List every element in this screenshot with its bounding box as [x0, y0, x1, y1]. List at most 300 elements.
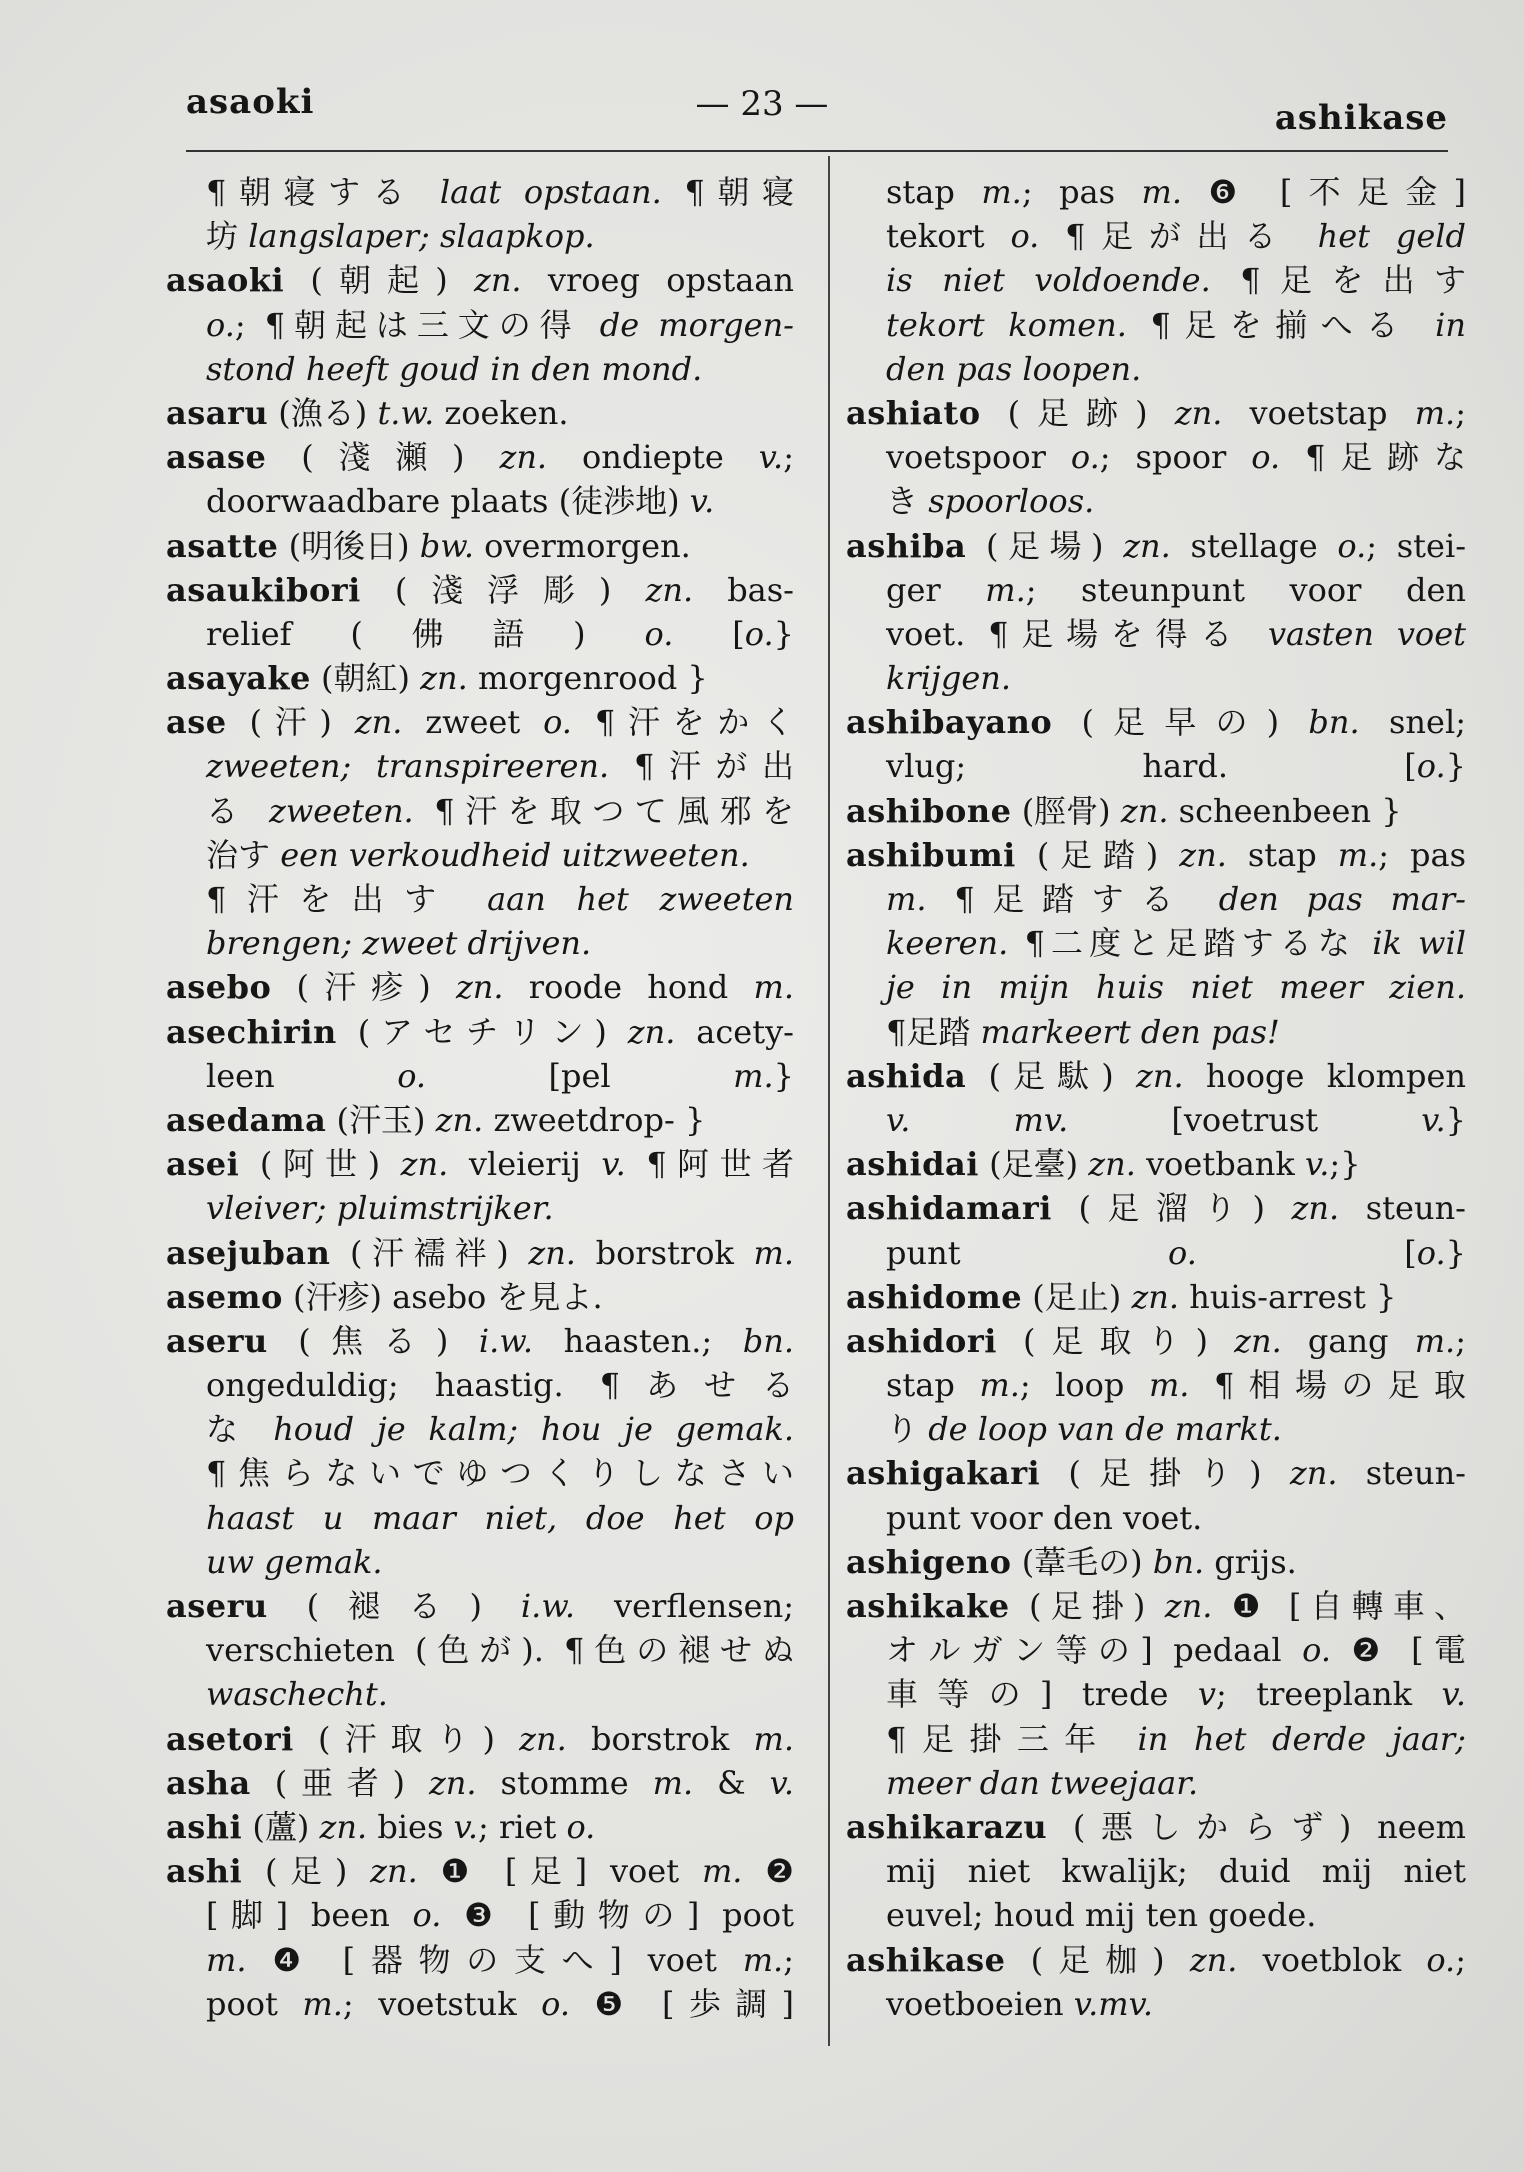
italic-text: o. — [1167, 1233, 1197, 1272]
text-run: ; — [783, 1940, 794, 1979]
text-run: (汗疹) — [271, 968, 456, 1007]
italic-text: tekort komen. — [886, 305, 1127, 344]
italic-text: m. — [1141, 173, 1183, 211]
italic-text: o. — [1070, 438, 1100, 477]
text-run: haasten.; — [533, 1321, 743, 1360]
text-run: scheenbeen } — [1168, 791, 1402, 830]
text-run: (脛骨) — [1011, 791, 1121, 830]
text-line — [846, 1982, 1466, 2026]
text-run: (朝起) — [284, 261, 474, 300]
text-run: snel; — [1359, 703, 1466, 742]
text-line — [846, 1628, 1466, 1672]
left-guide-word: asaoki — [186, 82, 315, 122]
text-line — [846, 1761, 1466, 1805]
text-run: (汗襦袢) — [330, 1233, 529, 1272]
text-line — [846, 1938, 1466, 1982]
text-run: オルガン等の] pedaal — [886, 1631, 1303, 1670]
text-run: (漁る) — [268, 393, 378, 432]
headword: ashibayano — [846, 703, 1053, 742]
right-guide-word: ashikase — [1274, 98, 1448, 138]
text-run: [pel — [426, 1056, 734, 1095]
italic-text: zn. — [519, 1719, 567, 1758]
text-line — [846, 258, 1466, 302]
italic-text: o. — [1337, 526, 1367, 565]
text-run: relief (佛語) — [206, 614, 645, 653]
italic-text: zn. — [400, 1145, 449, 1184]
italic-text: zn. — [1174, 393, 1223, 432]
italic-text: o. — [566, 1807, 596, 1846]
text-run: } — [773, 614, 794, 653]
italic-text: zn. — [1120, 791, 1169, 830]
headword: asayake — [166, 659, 311, 698]
text-line — [166, 1849, 794, 1893]
headword: asemo — [166, 1277, 283, 1316]
headword: asase — [166, 438, 267, 477]
italic-text: stond heeft goud in den mond. — [206, 349, 703, 388]
italic-text: is niet voldoende. — [886, 261, 1211, 300]
italic-text: v. — [1441, 1675, 1466, 1714]
text-run: ❷ — [742, 1852, 794, 1891]
italic-text: v. — [1421, 1100, 1446, 1139]
text-run: き — [886, 482, 929, 521]
text-run: ¶朝寝 — [661, 173, 794, 211]
text-run: る — [206, 791, 270, 830]
text-run: (足駄) — [966, 1056, 1137, 1095]
text-run: steun- — [1339, 1189, 1466, 1228]
text-run: stellage — [1170, 526, 1338, 565]
text-run: (蘆) — [242, 1807, 320, 1846]
text-run: ¶朝寝する — [206, 173, 440, 211]
italic-text: v. mv. — [886, 1100, 1069, 1139]
text-run: な — [206, 1410, 274, 1449]
italic-text: zn. — [1088, 1145, 1136, 1184]
italic-text: in — [1435, 305, 1466, 344]
headword: asejuban — [166, 1233, 331, 1272]
text-line — [846, 214, 1466, 258]
text-line — [846, 1319, 1466, 1363]
italic-text: o. — [397, 1056, 427, 1095]
text-run: ¶足跡な — [1280, 438, 1466, 477]
italic-text: m. — [753, 1719, 794, 1758]
italic-text: m. — [1148, 1366, 1190, 1405]
text-run: overmorgen. — [473, 526, 691, 565]
text-run: leen — [206, 1056, 398, 1095]
text-line — [166, 1231, 794, 1275]
italic-text: de morgen- — [599, 305, 794, 344]
headword: asaukibori — [166, 570, 361, 609]
text-run: voetboeien — [886, 1984, 1074, 2023]
text-run: voetspoor — [886, 438, 1071, 477]
text-line — [166, 303, 794, 347]
text-run: (淺浮彫) — [360, 570, 646, 609]
text-run: gang — [1281, 1321, 1415, 1360]
text-line — [166, 1938, 794, 1982]
text-line — [846, 744, 1466, 788]
text-run: verflensen; — [575, 1587, 794, 1625]
text-run: [ — [673, 614, 745, 653]
italic-text: zn. — [420, 659, 468, 698]
text-run: り — [886, 1410, 929, 1449]
text-run: ❷ [電 — [1330, 1631, 1466, 1670]
italic-text: zn. — [1179, 835, 1227, 874]
headword: ashikase — [846, 1940, 1006, 1979]
italic-text: zn. — [1291, 1189, 1340, 1228]
italic-text: m. — [206, 1940, 247, 1979]
headword: ashibumi — [846, 835, 1016, 874]
text-run: [脚] been — [206, 1896, 413, 1935]
text-line — [166, 1451, 794, 1495]
text-line — [846, 1451, 1466, 1495]
text-line — [846, 1010, 1466, 1054]
text-line — [846, 1496, 1466, 1540]
italic-text: zweeten. — [269, 791, 414, 830]
text-line — [846, 965, 1466, 1009]
text-run: ¶相場の足取 — [1189, 1366, 1466, 1405]
headword: ashi — [166, 1852, 243, 1891]
italic-text: o. — [1426, 1940, 1456, 1979]
text-run: (阿世) — [239, 1145, 401, 1184]
italic-text: het geld — [1317, 217, 1466, 256]
text-run: } — [773, 1056, 794, 1095]
text-run: (足掛) — [1009, 1587, 1165, 1625]
italic-text: i.w. — [520, 1587, 576, 1625]
italic-text: m. — [302, 1984, 343, 2023]
text-line — [846, 1540, 1466, 1584]
text-run: 車等の] trede — [886, 1675, 1198, 1714]
text-line — [846, 524, 1466, 568]
italic-text: v. — [689, 482, 715, 521]
text-run: } — [1445, 1233, 1466, 1272]
text-run: steun- — [1337, 1454, 1466, 1493]
text-run: } — [1445, 747, 1466, 786]
text-line — [846, 1363, 1466, 1407]
text-run: morgenrood } — [467, 659, 708, 698]
text-line — [846, 833, 1466, 877]
text-run: (褪る) — [267, 1587, 521, 1625]
text-run: ; — [1455, 1940, 1466, 1979]
left-column — [166, 170, 794, 2026]
italic-text: zn. — [1289, 1454, 1338, 1493]
text-run: ; — [783, 438, 794, 477]
text-run: euvel; houd mij ten goede. — [886, 1896, 1317, 1935]
text-run: stap — [886, 1366, 980, 1405]
text-run: stap — [1226, 835, 1338, 874]
italic-text: zn. — [645, 570, 694, 609]
headword: asetori — [166, 1719, 294, 1758]
text-run: (葦毛の) — [1011, 1542, 1153, 1581]
text-run: (汗取り) — [293, 1719, 520, 1758]
text-line — [166, 1584, 794, 1628]
header-rule — [186, 150, 1448, 152]
text-line — [166, 347, 794, 391]
headword: ashidome — [846, 1277, 1023, 1316]
text-line — [846, 435, 1466, 479]
text-line — [166, 833, 794, 877]
text-run: voetbank — [1135, 1145, 1305, 1184]
text-line — [846, 1849, 1466, 1893]
text-run: doorwaadbare plaats (徒渉地) — [206, 482, 690, 521]
text-run: [ — [1196, 1233, 1417, 1272]
text-run: ; — [1455, 393, 1466, 432]
text-line — [166, 1982, 794, 2026]
italic-text: o. — [1251, 438, 1281, 477]
text-run: (明後日) — [278, 526, 420, 565]
italic-text: ik wil — [1372, 924, 1466, 963]
text-line — [846, 1098, 1466, 1142]
text-run: ¶足踏する — [926, 880, 1219, 918]
text-run: ❹ [器物の支へ] voet — [246, 1940, 743, 1979]
text-line — [166, 1275, 794, 1319]
text-line — [166, 1717, 794, 1761]
italic-text: v. — [1304, 1145, 1330, 1184]
text-line — [166, 1761, 794, 1805]
text-run: ongeduldig; haastig. ¶あせる — [206, 1366, 794, 1405]
text-line — [846, 347, 1466, 391]
text-line — [846, 700, 1466, 744]
italic-text: o. — [206, 305, 235, 344]
text-run: (足取り) — [996, 1321, 1235, 1360]
italic-text: haast u maar niet, doe het op — [206, 1498, 794, 1537]
text-line — [846, 1672, 1466, 1716]
headword: asha — [166, 1763, 251, 1802]
text-run: roode hond — [503, 968, 754, 1007]
italic-text: houd je kalm; hou je gemak. — [273, 1410, 794, 1449]
text-line — [166, 965, 794, 1009]
text-run: stomme — [476, 1763, 653, 1802]
text-line — [166, 1805, 794, 1849]
text-run: ¶汗を出す — [206, 880, 488, 918]
text-run: punt voor den voet. — [886, 1498, 1203, 1537]
italic-text: een verkoudheid uitzweeten. — [280, 835, 750, 874]
text-run: zoeken. — [434, 393, 569, 432]
text-line — [846, 656, 1466, 700]
text-line — [166, 258, 794, 302]
text-run: } — [1445, 1100, 1466, 1139]
text-run: ¶足を出す — [1210, 261, 1466, 300]
text-run: voetstap — [1222, 393, 1415, 432]
text-run: zweetdrop- } — [483, 1100, 706, 1139]
right-column — [846, 170, 1466, 2026]
italic-text: zn. — [1131, 1277, 1180, 1316]
italic-text: laat opstaan. — [439, 173, 662, 211]
headword: ashidamari — [846, 1189, 1052, 1228]
text-run: vlug; hard. [ — [886, 747, 1417, 786]
text-run: (汗疹) asebo を見よ. — [282, 1277, 603, 1316]
text-run: ¶足を揃へる — [1126, 305, 1436, 344]
text-line — [166, 435, 794, 479]
text-run: ¶汗が出 — [609, 747, 794, 786]
italic-text: zn. — [435, 1100, 484, 1139]
italic-text: zn. — [627, 1012, 676, 1051]
text-run: [voetrust — [1068, 1100, 1422, 1139]
italic-text: m. — [979, 1366, 1020, 1405]
italic-text: o. — [412, 1896, 442, 1935]
text-line — [166, 789, 794, 833]
headword: ashidori — [846, 1321, 997, 1360]
text-run: (足) — [242, 1852, 371, 1891]
headword: ase — [166, 703, 227, 742]
italic-text: langslaper; slaapkop. — [248, 217, 595, 256]
italic-text: o. — [644, 614, 674, 653]
text-run: ; — [1455, 1321, 1466, 1360]
text-line — [846, 568, 1466, 612]
italic-text: zn. — [1164, 1587, 1213, 1625]
text-run: ❶ [自轉車、 — [1212, 1587, 1466, 1625]
text-run: acety- — [675, 1012, 794, 1051]
text-run: ¶焦らないでゆつくりしなさい — [206, 1454, 794, 1493]
italic-text: v. — [769, 1763, 794, 1802]
text-run: ;} — [1329, 1145, 1361, 1184]
italic-text: vleiver; pluimstrijker. — [206, 1189, 554, 1228]
text-run: (足溜り) — [1051, 1189, 1292, 1228]
text-run: (焦る) — [267, 1321, 479, 1360]
headword: asei — [166, 1145, 240, 1184]
text-line — [846, 1893, 1466, 1937]
text-run: (足早の) — [1052, 703, 1309, 742]
text-line — [166, 877, 794, 921]
text-run: ; voetstuk — [342, 1984, 542, 2023]
italic-text: zn. — [1123, 526, 1171, 565]
text-run: (アセチリン) — [336, 1012, 628, 1051]
italic-text: waschecht. — [206, 1675, 388, 1714]
italic-text: zn. — [370, 1852, 418, 1891]
text-line — [166, 612, 794, 656]
text-line — [846, 479, 1466, 523]
italic-text: bn. — [1308, 703, 1360, 742]
italic-text: zweeten; transpireeren. — [206, 747, 610, 786]
text-run: huis-arrest } — [1179, 1277, 1397, 1316]
text-run: bies — [367, 1807, 454, 1846]
italic-text: t.w. — [377, 393, 435, 432]
column-divider — [828, 156, 830, 2046]
headword: asechirin — [166, 1012, 337, 1051]
headword: aseru — [166, 1587, 268, 1625]
text-line — [166, 1010, 794, 1054]
italic-text: bn. — [742, 1321, 794, 1360]
text-run: ; ¶朝起は三文の得 — [234, 305, 600, 344]
italic-text: m. — [981, 173, 1022, 211]
text-line — [166, 921, 794, 965]
text-run: ; steunpunt voor den — [1025, 570, 1466, 609]
text-run: ; pas — [1021, 173, 1142, 211]
text-line — [166, 1098, 794, 1142]
text-line — [166, 656, 794, 700]
italic-text: den pas mar- — [1218, 880, 1466, 918]
headword: ashikake — [846, 1587, 1010, 1625]
headword: ashigakari — [846, 1454, 1041, 1493]
italic-text: o. — [1416, 1233, 1446, 1272]
text-line — [846, 789, 1466, 833]
italic-text: uw gemak. — [206, 1542, 383, 1581]
italic-text: m. — [701, 1852, 743, 1891]
italic-text: keeren. — [886, 924, 1009, 963]
text-line — [166, 214, 794, 258]
text-run: & — [693, 1763, 770, 1802]
text-run: tekort — [886, 217, 1011, 256]
text-line — [166, 1672, 794, 1716]
text-line — [166, 568, 794, 612]
headword: ashiato — [846, 393, 981, 432]
text-run: hooge klompen — [1183, 1056, 1466, 1095]
text-line — [166, 170, 794, 214]
italic-text: brengen; zweet drijven. — [206, 924, 592, 963]
italic-text: zn. — [1189, 1940, 1238, 1979]
italic-text: zn. — [319, 1807, 368, 1846]
italic-text: bw. — [419, 526, 474, 565]
italic-text: v. — [758, 438, 784, 477]
text-line — [166, 1054, 794, 1098]
headword: aseru — [166, 1321, 268, 1360]
italic-text: o. — [543, 703, 572, 742]
text-line — [166, 700, 794, 744]
text-run: grijs. — [1204, 1542, 1297, 1581]
text-run: bas- — [693, 570, 794, 609]
italic-text: zn. — [473, 261, 522, 300]
text-line — [846, 170, 1466, 214]
text-line — [846, 877, 1466, 921]
italic-text: m. — [886, 880, 927, 918]
text-line — [846, 1186, 1466, 1230]
text-run: (足踏) — [1015, 835, 1180, 874]
text-run: borstrok — [575, 1233, 754, 1272]
italic-text: v — [1197, 1675, 1216, 1714]
italic-text: zn. — [1234, 1321, 1282, 1360]
text-run: (足止) — [1022, 1277, 1132, 1316]
italic-text: aan het zweeten — [487, 880, 794, 918]
italic-text: zn. — [455, 968, 504, 1007]
text-line — [166, 1893, 794, 1937]
text-run: (足枷) — [1005, 1940, 1190, 1979]
text-run: (悪しからず) neem — [1047, 1807, 1466, 1846]
text-run: poot — [206, 1984, 303, 2023]
text-line — [846, 921, 1466, 965]
text-run: ; pas — [1378, 835, 1466, 874]
text-line — [166, 1496, 794, 1540]
text-run: borstrok — [566, 1719, 754, 1758]
text-line — [846, 391, 1466, 435]
italic-text: bn. — [1152, 1542, 1205, 1581]
headword: ashibone — [846, 791, 1012, 830]
italic-text: o. — [541, 1984, 570, 2023]
italic-text: zn. — [499, 438, 548, 477]
text-run: verschieten (色が). ¶色の褪せぬ — [206, 1631, 794, 1670]
text-line — [166, 744, 794, 788]
italic-text: je in mijn huis niet meer zien. — [886, 968, 1466, 1007]
text-line — [166, 1628, 794, 1672]
text-run: (足掛り) — [1040, 1454, 1290, 1493]
italic-text: v. — [601, 1145, 626, 1184]
text-run: 坊 — [206, 217, 249, 256]
italic-text: de loop van de markt. — [928, 1410, 1282, 1449]
headword: ashiba — [846, 526, 967, 565]
text-run: ¶二度と足踏するな — [1008, 924, 1373, 963]
text-line — [166, 1540, 794, 1584]
text-run: ¶阿世者 — [625, 1145, 794, 1184]
italic-text: krijgen. — [886, 659, 1012, 698]
text-line — [166, 1142, 794, 1186]
text-run: (足跡) — [980, 393, 1175, 432]
italic-text: zn. — [428, 1763, 477, 1802]
page-number: — 23 — — [695, 84, 829, 124]
text-run: voet. ¶足場を得る — [886, 614, 1268, 653]
text-run: (汗玉) — [326, 1100, 436, 1139]
italic-text: o. — [744, 614, 774, 653]
text-run: ❸ [動物の] poot — [441, 1896, 794, 1935]
text-run: (足臺) — [978, 1145, 1089, 1184]
text-run: (亜者) — [250, 1763, 429, 1802]
italic-text: o. — [1302, 1631, 1331, 1670]
text-run: ; spoor — [1099, 438, 1252, 477]
